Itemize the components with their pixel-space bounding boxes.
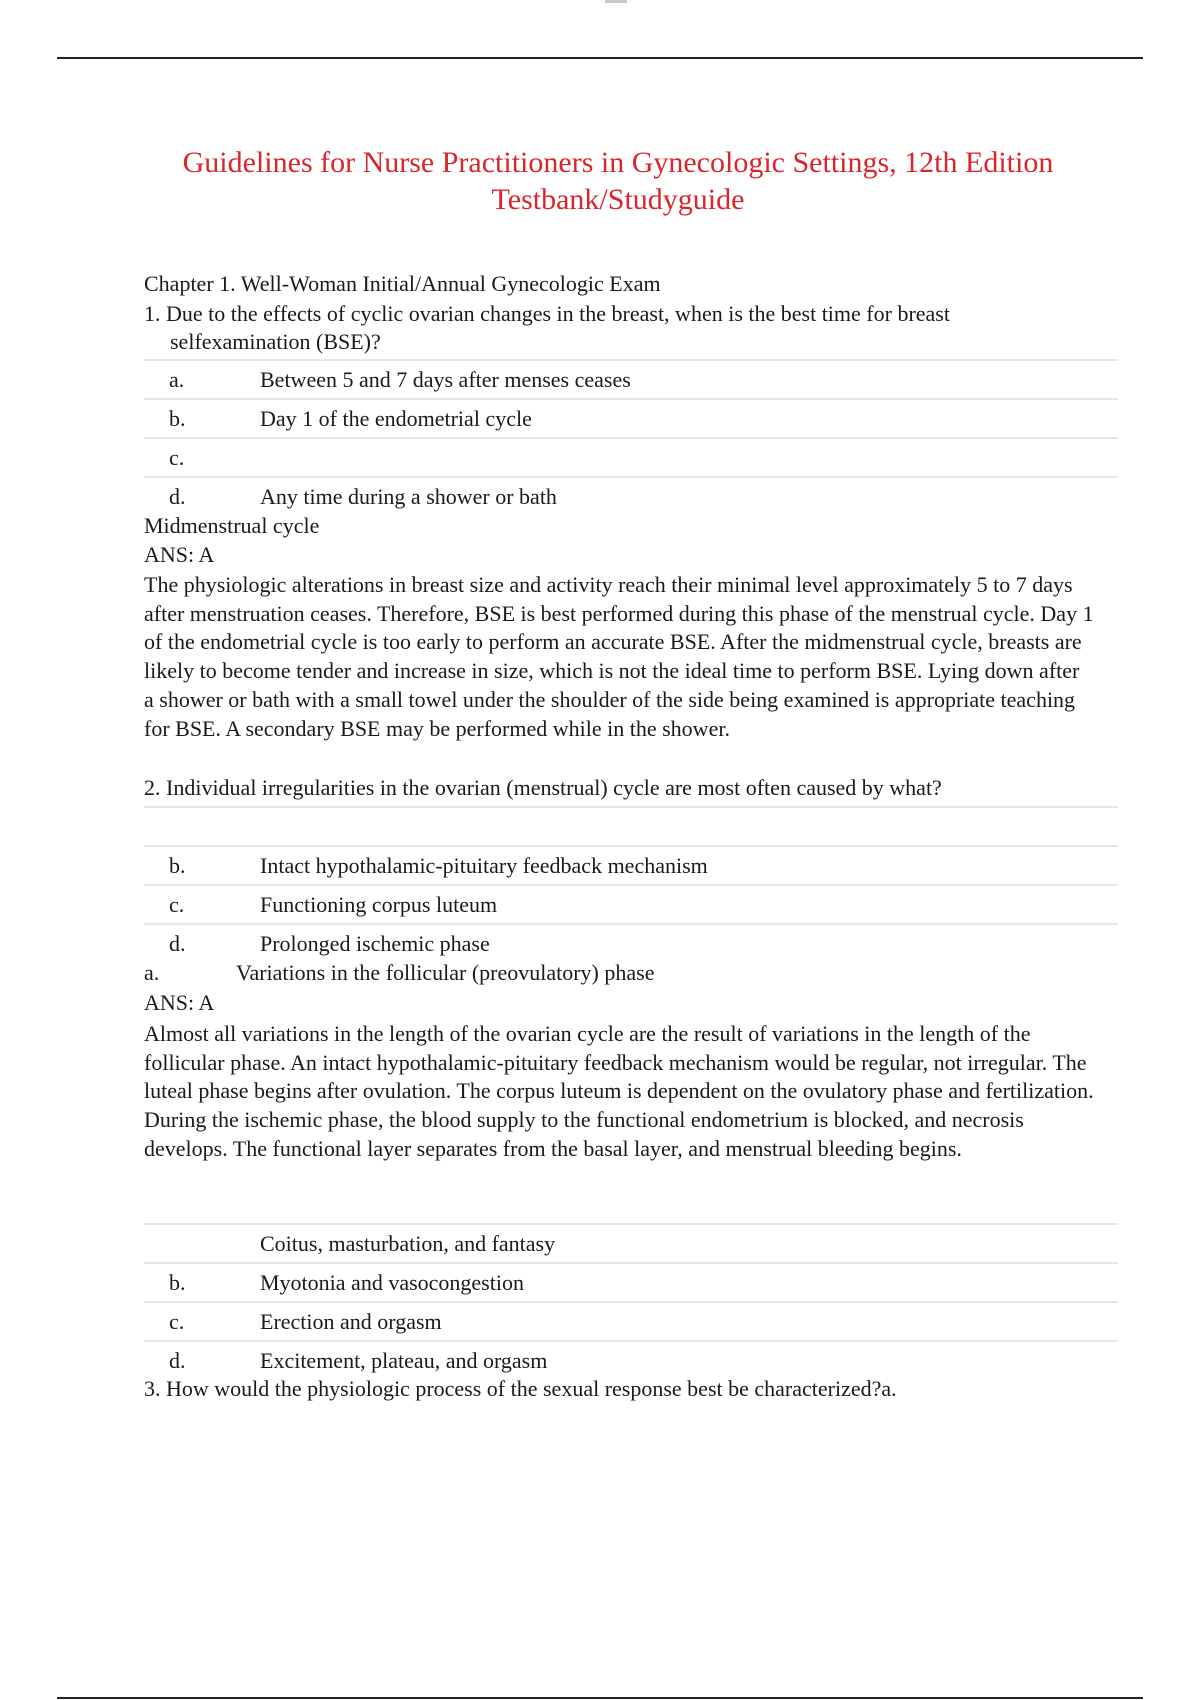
option-text: Any time during a shower or bath <box>260 477 1118 515</box>
q2-option-b <box>144 846 1118 885</box>
q2-question: 2. Individual irregularities in the ovarian (menstrual) cycle are most often caused by what? <box>144 775 942 800</box>
q1-option-b <box>144 399 1118 438</box>
title-line-2: Testbank/Studyguide <box>491 183 745 216</box>
q2-rationale: Almost all variations in the length of the ovarian cycle are the result of variations in the length of the follicular phase. An intact hypothalamic-pituitary feedback mechanism would be regular, not irregular. The luteal phase begins after ovulation. The corpus luteum is dependent on the ovulatory phase and fertilization. During the ischemic phase, the blood supply to the functional endometrium is blocked, and necrosis develops. The functional layer separates from the basal layer, and menstrual bleeding begins. <box>144 1021 1094 1161</box>
option-text: Prolonged ischemic phase <box>260 924 1118 962</box>
option-text: Intact hypothalamic-pituitary feedback mechanism <box>260 846 1118 885</box>
q1-options-table <box>144 359 1118 515</box>
option-letter: d. <box>144 924 260 962</box>
q3-question: 3. How would the physiologic process of the sexual response best be characterized?a. <box>144 1376 897 1401</box>
q3-option-a <box>144 1224 1118 1263</box>
option-letter: d. <box>144 477 260 515</box>
option-text: Functioning corpus luteum <box>260 885 1118 924</box>
q2-option-empty <box>144 807 1118 846</box>
option-letter: c. <box>144 885 260 924</box>
option-letter <box>144 807 260 846</box>
q1-option-d <box>144 477 1118 515</box>
option-text: Excitement, plateau, and orgasm <box>260 1341 1118 1379</box>
option-text <box>260 807 1118 846</box>
q1-option-a <box>144 360 1118 399</box>
q1-question-line-1: 1. Due to the effects of cyclic ovarian changes in the breast, when is the best time for breast <box>144 301 950 326</box>
header-rule <box>57 57 1143 59</box>
document-title <box>0 144 1200 218</box>
q2-options-table <box>144 806 1118 962</box>
option-letter: b. <box>144 846 260 885</box>
option-letter: c. <box>144 438 260 477</box>
option-letter: a. <box>144 360 260 399</box>
footer-rule <box>57 1697 1143 1699</box>
title-line-1: Guidelines for Nurse Practitioners in Gynecologic Settings, 12th Edition <box>182 146 1054 179</box>
q3-option-b <box>144 1263 1118 1302</box>
option-text: Between 5 and 7 days after menses ceases <box>260 360 1118 399</box>
option-text <box>260 438 1118 477</box>
page-top-mark <box>605 0 627 3</box>
option-text: Erection and orgasm <box>260 1302 1118 1341</box>
q3-options-table <box>144 1223 1118 1379</box>
q1-stray-option: Midmenstrual cycle <box>144 513 320 538</box>
q1-answer: ANS: A <box>144 542 215 567</box>
option-text: Coitus, masturbation, and fantasy <box>260 1224 1118 1263</box>
q3-option-c <box>144 1302 1118 1341</box>
q2-option-d <box>144 924 1118 962</box>
q2-option-c <box>144 885 1118 924</box>
option-letter: c. <box>144 1302 260 1341</box>
q2-stray-letter: a. <box>144 960 160 985</box>
option-letter: b. <box>144 1263 260 1302</box>
q1-rationale: The physiologic alterations in breast size and activity reach their minimal level approximately 5 to 7 days after menstruation ceases. Therefore, BSE is best performed during this phase of the menstrual cycle. Day 1 of the endometrial cycle is too early to perform an accurate BSE. After the midmenstrual cycle, breasts are likely to become tender and increase in size, which is not the ideal time to perform BSE. Lying down after a shower or bath with a small towel under the shoulder of the side being examined is appropriate teaching for BSE. A secondary BSE may be performed while in the shower. <box>144 572 1094 741</box>
option-letter <box>144 1224 260 1263</box>
q1-question-line-2: selfexamination (BSE)? <box>170 329 381 354</box>
q2-answer: ANS: A <box>144 990 215 1015</box>
option-letter: d. <box>144 1341 260 1379</box>
option-text: Myotonia and vasocongestion <box>260 1263 1118 1302</box>
q2-stray-option: Variations in the follicular (preovulatory) phase <box>236 960 655 985</box>
option-text: Day 1 of the endometrial cycle <box>260 399 1118 438</box>
q1-option-c <box>144 438 1118 477</box>
q3-option-d <box>144 1341 1118 1379</box>
chapter-heading: Chapter 1. Well-Woman Initial/Annual Gynecologic Exam <box>144 271 661 296</box>
option-letter: b. <box>144 399 260 438</box>
